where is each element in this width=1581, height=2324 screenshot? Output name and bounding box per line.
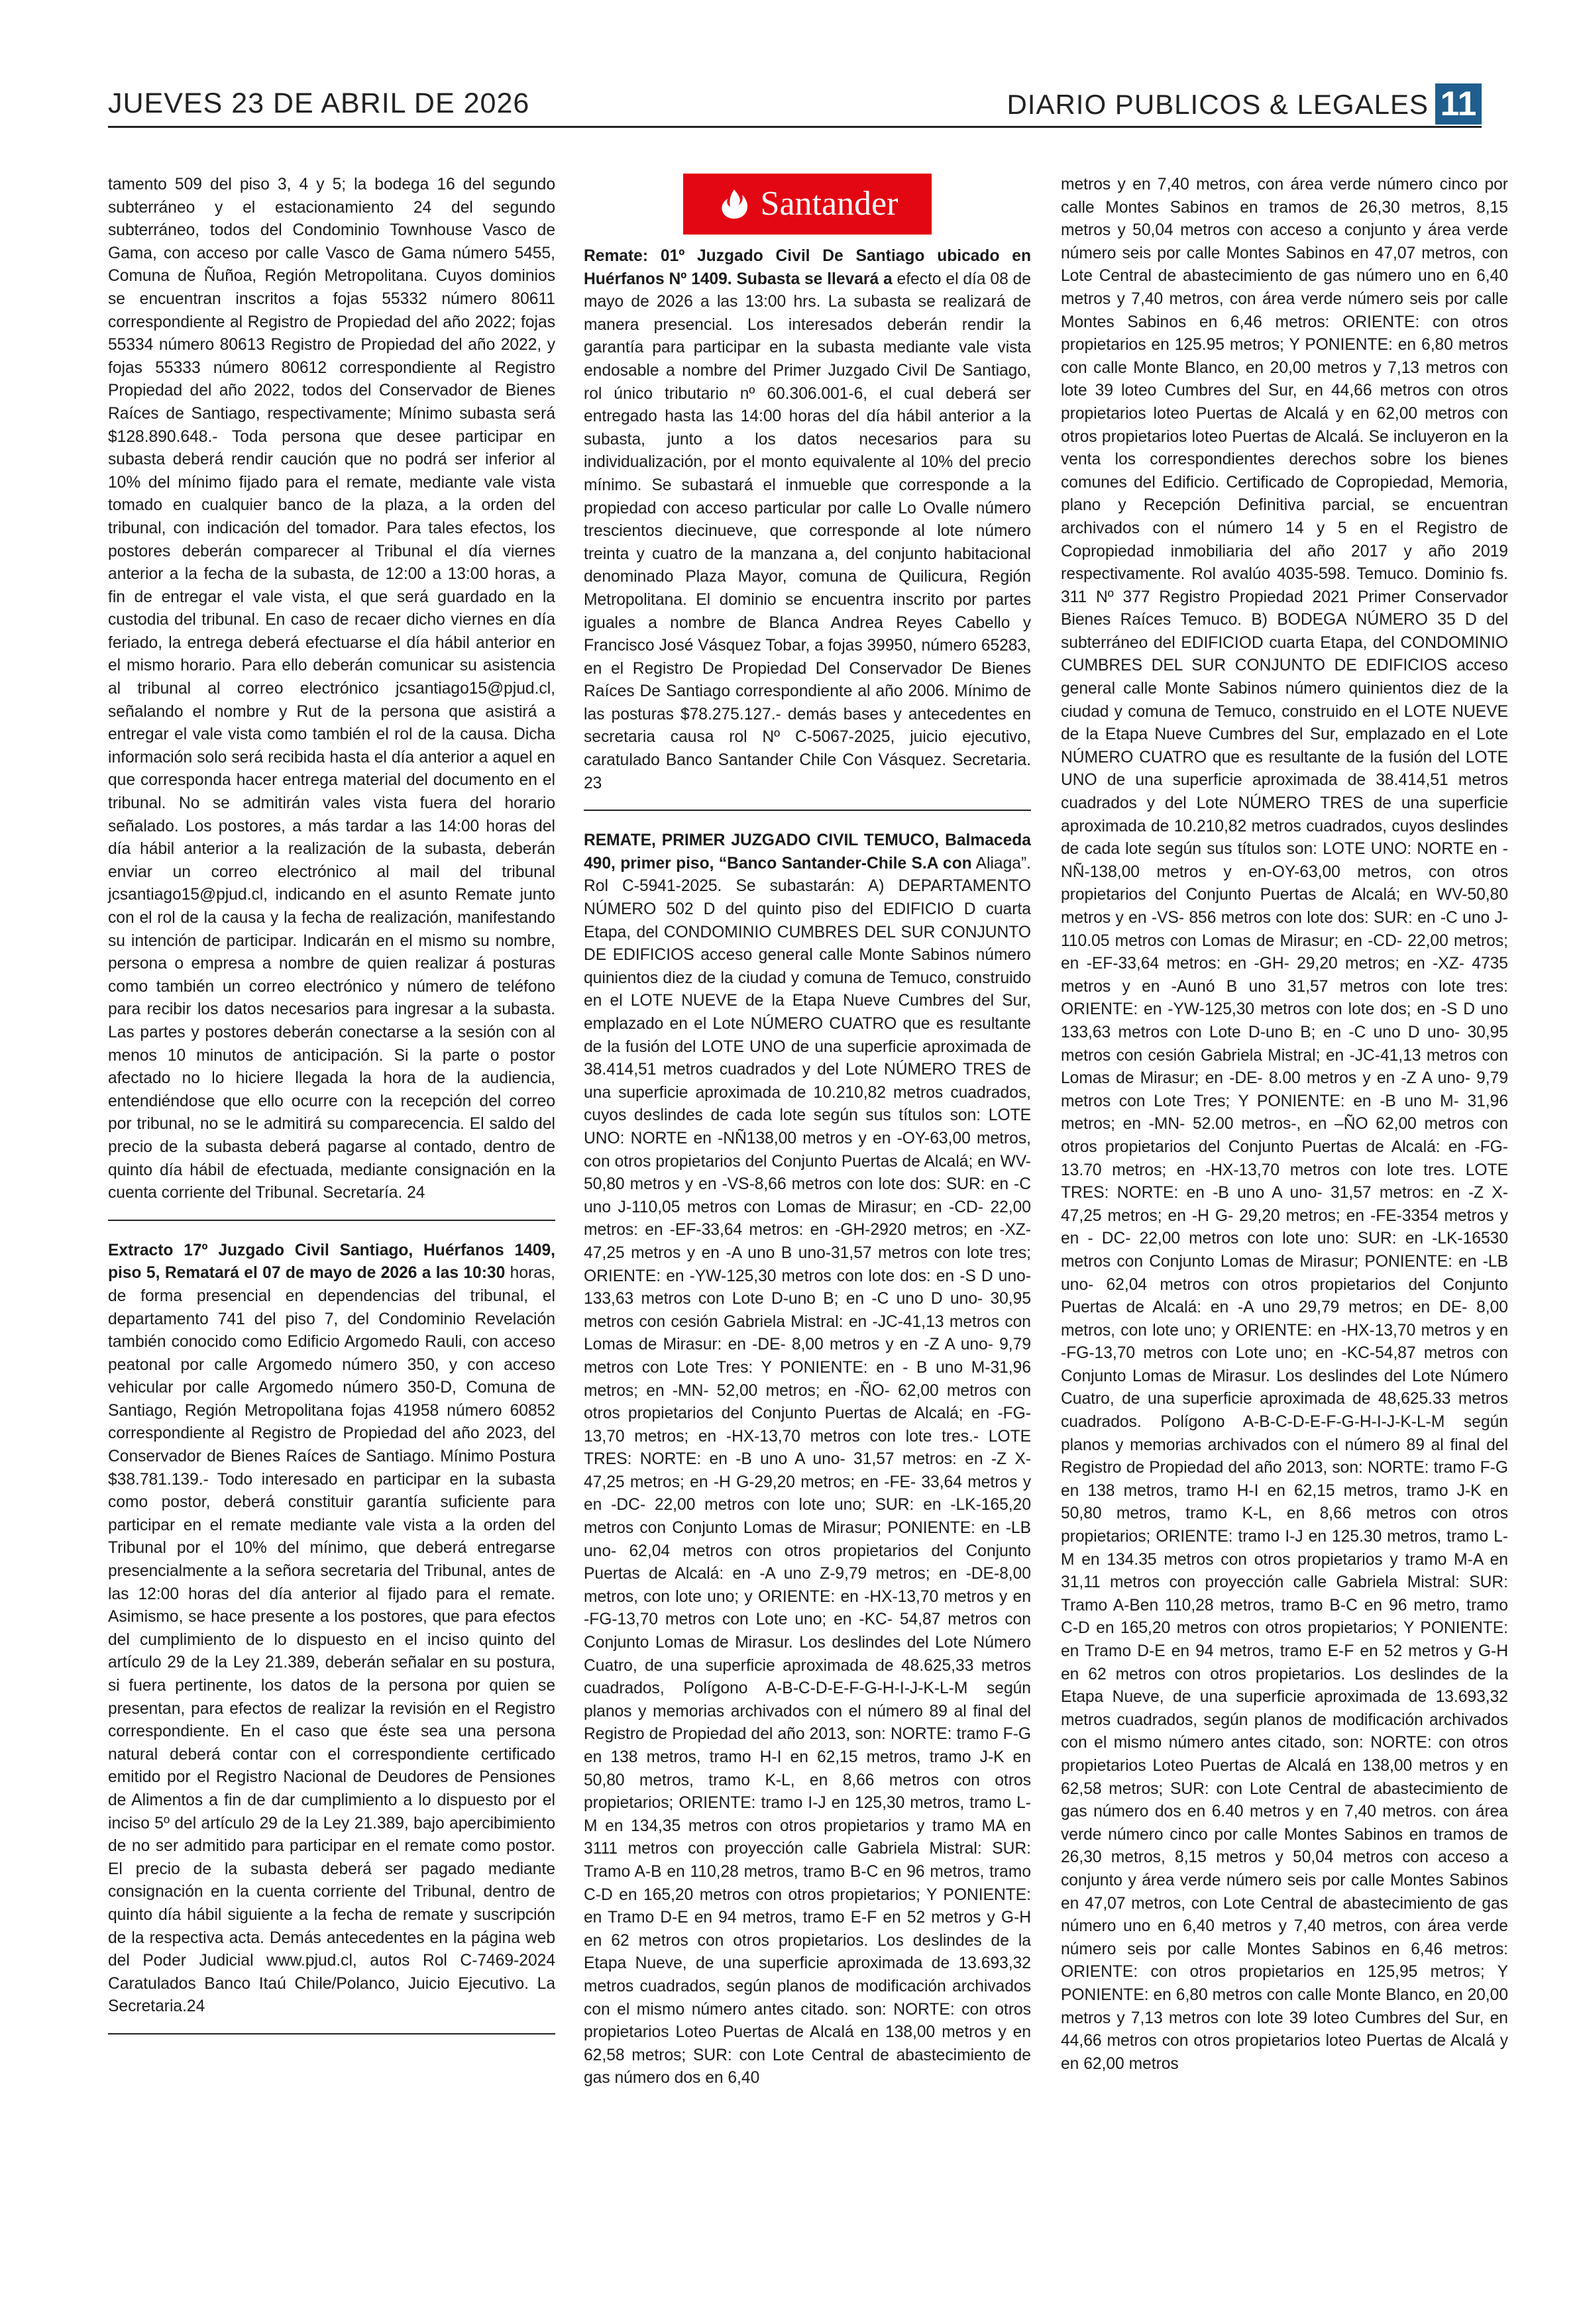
notice-divider (108, 1220, 555, 1221)
column-3 (1061, 174, 1508, 2076)
notice-heading: REMATE, PRIMER JUZGADO CIVIL TEMUCO, Balmaceda 490, primer piso, “Banco Santander-Chile S.A con (584, 831, 1031, 872)
notice-divider (108, 2033, 555, 2034)
santander-logo (683, 174, 932, 235)
notice-body: Aliaga”. Rol C-5941-2025. Se subastarán: A) DEPARTAMENTO NÚMERO 502 D del quinto piso del EDIFICIO D cuarta Etapa, del CONDOMINIO CUMBRES DEL SUR CONJUNTO DE EDIFICIOS acceso general calle Monte Sabinos número quinientos diez de la ciudad y comuna de Temuco, construido en el LOTE NUEVE de la Etapa Nueve Cumbres del Sur, emplazado en el Lote NÚMERO CUATRO que es resultante de la fusión del LOTE UNO de una superficie aproximada de 38.414,51 metros cuadrados y del Lote NÚMERO TRES de una superficie aproximada de 10.210,82 metros cuadrados, cuyos deslindes de cada lote según sus títulos son: LOTE UNO: NORTE en -NÑ138,00 metros y en -OY-63,00 metros, con otros propietarios del Conjunto Puertas de Alcalá; en WV-50,80 metros y en -VS-8,66 metros con lote dos: SUR: en -C uno J-110,05 metros con Lomas de Mirasur; en -CD- 22,00 metros: en -EF-33,64 metros: en -GH-2920 metros; en -XZ- 47,25 metros y en -A uno B uno-31,57 metros con lote tres; ORIENTE: en -YW-125,30 metros con lote dos: en -S D uno-133,63 metros con Lote D-uno B; en -C uno D uno- 30,95 metros con cesión Gabriela Mistral: en -JC-41,13 metros con Lomas de Mirasur: en -DE- 8,00 metros y en -Z A uno- 9,79 metros con Lote Tres: Y PONIENTE: en - B uno M-31,96 metros; en -MN- 52,00 metros; en -ÑO- 62,00 metros con otros propietarios del Conjunto Puertas de Alcalá; en -FG-13,70 metros; en -HX-13,70 metros con lote tres.- LOTE TRES: NORTE: en -B uno A uno- 31,57 metros: en -Z X- 47,25 metros; en -H G-29,20 metros; en -FE- 33,64 metros y en -DC- 22,00 metros con lote uno; SUR: en -LK-165,20 metros con Conjunto Lomas de Mirasur; PONIENTE: en -LB uno- 62,04 metros con otros propietarios del Conjunto Puertas de Alcalá: en -A uno Z-9,79 metros; en -DE-8,00 metros, con lote uno; y ORIENTE: en -HX-13,70 metros y en -FG-13,70 metros con Lote uno; en -KC- 54,87 metros con Conjunto Lomas de Mirasur. Los deslindes del Lote Número Cuatro, de una superficie aproximada de 48.625,33 metros cuadrados, Polígono A-B-C-D-E-F-G-H-I-J-K-L-M según planos y memorias archivados con el número 89 al final del Registro de Propiedad del año 2013, son: NORTE: tramo F-G en 138 metros, tramo H-I en 62,15 metros, tramo J-K en 50,80 metros, tramo K-L, en 8,66 metros con otros propietarios; ORIENTE: tramo I-J en 125,30 metros, tramo L-M en 134,35 metros con otros propietarios y tramo MA en 3111 metros con proyección calle Gabriela Mistral: SUR: Tramo A-B en 110,28 metros, tramo B-C en 96 metros, tramo C-D en 165,20 metros con otros propietarios; Y PONIENTE: en Tramo D-E en 94 metros, tramo E-F en 52 metros y G-H en 62 metros con otros propietarios. Los deslindes de la Etapa Nueve, de una superficie aproximada de 13.693,32 metros cuadrados, según planos de modificación archivados con el mismo número antes citado. son: NORTE: con otros propietarios Loteo Puertas de Alcalá en 138,00 metros y en 62,58 metros; SUR: con Lote Central de abastecimiento de gas número dos en 6,40 (584, 854, 1031, 2087)
notice-heading: Remate: 01º Juzgado Civil De Santiago ubicado en Huérfanos Nº 1409. Subasta se llevará a (584, 247, 1031, 288)
legal-notice-continued: tamento 509 del piso 3, 4 y 5; la bodega 16 del segundo subterráneo y el estacionamiento 24 del segundo subterráneo, todos del Condominio Townhouse Vasco de Gama, con acceso por calle Vasco de Gama número 5455, Comuna de Ñuñoa, Región Metropolitana. Cuyos dominios se encuentran inscritos a fojas 55332 número 80611 correspondiente al Registro de Propiedad del año 2022; fojas 55334 número 80613 Registro de Propiedad del año 2022, y fojas 55333 número 80612 correspondiente al Registro Propiedad del año 2022, todos del Conservador de Bienes Raíces de Santiago, respectivamente; Mínimo subasta será $128.890.648.- Toda persona que desee participar en subasta deberá rendir caución que no podrá ser inferior al 10% del mínimo fijado para el remate, mediante vale vista tomado en cualquier banco de la plaza, a la orden del tribunal, con indicación del tomador. Para tales efectos, los postores deberán comparecer al Tribunal el día viernes anterior a la fecha de la subasta, de 12:00 a 13:00 horas, a fin de entregar el vale vista, el que será guardado en la custodia del tribunal. En caso de recaer dicho viernes en día feriado, la entrega deberá efectuarse el día hábil anterior en el mismo horario. Para ello deberán comunicar su asistencia al tribunal al correo electrónico jcsantiago15@pjud.cl, señalando el nombre y Rut de la persona que asistirá a entregar el vale vista como también el rol de la causa. Dicha información solo será recibida hasta el día anterior a aquel en que corresponda hacer entrega material del documento en el tribunal. No se admitirán vales vista fuera del horario señalado. Los postores, a más tardar a las 14:00 horas del día hábil anterior a la realización de la subasta, deberán enviar un correo electrónico al mail del tribunal jcsantiago15@pjud.cl, indicando en el asunto Remate junto con el rol de la causa y la fecha de realización, manifestando su intención de participar. Indicarán en el mismo su nombre, persona o empresa a nombre de quien realizar á posturas como también un correo electrónico y número de teléfono para recibir los datos necesarios para ingresar a la subasta. Las partes y postores deberán conectarse a la sesión con al menos 10 minutos de anticipación. Si la parte o postor afectado no lo hiciere llegada la hora de la audiencia, entendiéndose que ello ocurre con la recepción del correo por tribunal, no se le admitirá su comparecencia. El saldo del precio de la subasta deberá pagarse al contado, dentro de quinto día hábil de efectuada, mediante consignación en la cuenta corriente del Tribunal. Secretaría. 24 (108, 176, 555, 1202)
logo-text: Santander (760, 184, 899, 223)
legal-notice (584, 829, 1031, 2090)
notice-heading: Extracto 17º Juzgado Civil Santiago, Huérfanos 1409, piso 5, Rematará el 07 de mayo de 2026 a las 10:30 (108, 1241, 555, 1283)
publication-title: DIARIO PUBLICOS & LEGALES (1007, 89, 1429, 120)
legal-notice (584, 245, 1031, 795)
column-1 (108, 174, 555, 2053)
column-2 (584, 174, 1031, 2090)
flame-icon (717, 187, 751, 221)
issue-date: JUEVES 23 DE ABRIL DE 2026 (108, 87, 530, 119)
legal-notice (108, 1240, 555, 2019)
notice-divider (584, 810, 1031, 811)
notice-body: horas, de forma presencial en dependencias del tribunal, el departamento 741 del piso 7, del Condominio Revelación también conocido como Edificio Argomedo Rauli, con acceso peatonal por calle Argomedo número 350, y con acceso vehicular por calle Argomedo número 350-D, Comuna de Santiago, Región Metropolitana fojas 41958 número 60852 correspondiente al Registro de Propiedad del año 2023, del Conservador de Bienes Raíces de Santiago. Mínimo Postura $38.781.139.- Todo interesado en participar en la subasta como postor, deberá constituir garantía suficiente para participar en el remate mediante vale vista a la orden del Tribunal por el 10% del mínimo, que deberá entregarse presencialmente a la señora secretaria del Tribunal, antes de las 12:00 horas del día anterior al fijado para el remate. Asimismo, se hace presente a los postores, que para efectos del cumplimiento de lo dispuesto en el inciso quinto del artículo 29 de la Ley 21.389, deberán señalar en su postura, si fuera pertinente, los datos de la persona por quien se presentan, para efectos de realizar la revisión en el Registro correspondiente. En el caso que éste sea una persona natural deberá contar con el correspondiente certificado emitido por el Registro Nacional de Deudores de Pensiones de Alimentos a fin de dar cumplimiento a lo dispuesto por el inciso 5º del artículo 29 de la Ley 21.389, bajo apercibimiento de no ser admitido para participar en el remate como postor. El precio de la subasta deberá ser pagado mediante consignación en la cuenta corriente del Tribunal, dentro de quinto día hábil siguiente a la fecha de remate y suscripción de la respectiva acta. Demás antecedentes en la página web del Poder Judicial www.pjud.cl, autos Rol C-7469-2024 Caratulados Banco Itaú Chile/Polanco, Juicio Ejecutivo. La Secretaria.24 (108, 1264, 556, 2016)
page-number: 11 (1435, 83, 1482, 125)
notice-body: efecto el día 08 de mayo de 2026 a las 13:00 hrs. La subasta se realizará de manera presencial. Los interesados deberán rendir la garantía para participar en la subasta mediante vale vista endosable a nombre del Primer Juzgado Civil De Santiago, rol único tributario nº 60.306.001-6, el cual deberá ser entregado hasta las 14:00 horas del día hábil anterior a la subasta, junto a los datos necesarios para su individualización, por el monto equivalente al 10% del precio mínimo. Se subastará el inmueble que corresponde a la propiedad con acceso particular por calle Lo Ovalle número trescientos diecinueve, que corresponde al lote número treinta y cuatro de la manzana a, del conjunto habitacional denominado Plaza Mayor, comuna de Quilicura, Región Metropolitana. El dominio se encuentra inscrito por partes iguales a nombre de Blanca Andrea Reyes Cabello y Francisco José Vásquez Tobar, a fojas 39950, número 65283, en el Registro De Propiedad Del Conservador De Bienes Raíces De Santiago correspondiente al año 2006. Mínimo de las posturas $78.275.127.- demás bases y antecedentes en secretaria causa rol Nº C-5067-2025, juicio ejecutivo, caratulado Banco Santander Chile Con Vásquez. Secretaria. 23 (584, 270, 1031, 792)
page-header (108, 85, 1482, 123)
legal-notice-continued: metros y en 7,40 metros, con área verde número cinco por calle Montes Sabinos en tramos de 26,30 metros, 8,15 metros y 50,04 metros con acceso a conjunto y área verde número seis por calle Montes Sabinos en 47,07 metros, con Lote Central de abastecimiento de gas número uno en 6,40 metros y 7,40 metros, con área verde número seis por calle Montes Sabinos en 6,46 metros: ORIENTE: con otros propietarios en 125.95 metros; Y PONIENTE: en 6,80 metros con calle Monte Blanco, en 20,00 metros y 7,13 metros con lote 39 loteo Cumbres del Sur, en 44,66 metros con otros propietarios loteo Puertas de Alcalá y en 62,00 metros con otros propietarios loteo Puertas de Alcalá. Se incluyeron en la venta los correspondientes derechos sobre los bienes comunes del Edificio. Certificado de Copropiedad, Memoria, plano y Recepción Definitiva parcial, se encuentran archivados con el número 14 y 5 en el Registro de Copropiedad inmobiliaria del año 2017 y año 2019 respectivamente. Rol avalúo 4035-598. Temuco. Dominio fs. 311 Nº 377 Registro Propiedad 2021 Primer Conservador Bienes Raíces Temuco. B) BODEGA NÚMERO 35 D del subterráneo del EDIFICIOD cuarta Etapa, del CONDOMINIO CUMBRES DEL SUR CONJUNTO DE EDIFICIOS acceso general calle Monte Sabinos número quinientos diez de la ciudad y comuna de Temuco, construido en el LOTE NUEVE de la Etapa Nueve Cumbres del Sur, emplazado en el Lote NÚMERO CUATRO que es resultante de la fusión del LOTE UNO de una superficie aproximada de 38.414,51 metros cuadrados y del Lote NÚMERO TRES de una superficie aproximada de 10.210,82 metros cuadrados, cuyos deslindes de cada lote según sus títulos son: LOTE UNO: NORTE en -NÑ-138,00 metros y en-OY-63,00 metros, con otros propietarios del Conjunto Puertas de Alcalá; en WV-50,80 metros y en -VS- 856 metros con lote dos: SUR: en -C uno J-110.05 metros con Lomas de Mirasur; en -CD- 22,00 metros; en -EF-33,64 metros: en -GH- 29,20 metros; en -XZ- 4735 metros y en -Aunó B uno 31,57 metros con lote tres: ORIENTE: en -YW-125,30 metros con lote dos; en -S D uno 133,63 metros con Lote D-uno B; en -C uno D uno- 30,95 metros con cesión Gabriela Mistral; en -JC-41,13 metros con Lomas de Mirasur; en -DE- 8.00 metros y en -Z A uno- 9,79 metros con Lote Tres; Y PONIENTE: en -B uno M- 31,96 metros; en -MN- 52.00 metros-, en –ÑO 62,00 metros con otros propietarios del Conjunto Puertas de Alcalá: en -FG-13.70 metros; en -HX-13,70 metros con lote tres. LOTE TRES: NORTE: en -B uno A uno- 31,57 metros: en -Z X- 47,25 metros; en -H G- 29,20 metros; en -FE-3354 metros y en - DC- 22,00 metros con lote uno: SUR: en -LK-16530 metros con Conjunto Lomas de Mirasur; PONIENTE: en -LB uno- 62,04 metros con otros propietarios del Conjunto Puertas de Alcalá: en -A uno 29,79 metros; en DE- 8,00 metros, con lote uno; y ORIENTE: en -HX-13,70 metros y en -FG-13,70 metros con Lote uno; en -KC-54,87 metros con Conjunto Lomas de Mirasur. Los deslindes del Lote Número Cuatro, de una superficie aproximada de 48,625.33 metros cuadrados. Polígono A-B-C-D-E-F-G-H-I-J-K-L-M según planos y memorias archivados con el número 89 al final del Registro de Propiedad del año 2013, son: NORTE: tramo F-G en 138 metros, tramo H-I en 62,15 metros, tramo J-K en 50,80 metros, tramo K-L, en 8,66 metros con otros propietarios; ORIENTE: tramo I-J en 125.30 metros, tramo L-M en 134.35 metros con otros propietarios y tramo M-A en 31,11 metros con proyección calle Gabriela Mistral: SUR: Tramo A-Ben 110,28 metros, tramo B-C en 96 metro, tramo C-D en 165,20 metros con otros propietarios; Y PONIENTE: en Tramo D-E en 94 metros, tramo E-F en 52 metros y G-H en 62 metros con otros propietarios. Los deslindes de la Etapa Nueve, de una superficie aproximada de 13.693,32 metros cuadrados, según planos de modificación archivados con el mismo número antes citado, son: NORTE: con otros propietarios Loteo Puertas de Alcalá en 138,00 metros y en 62,58 metros; SUR: con Lote Central de abastecimiento de gas número dos en 6.40 metros y en 7,40 metros. con área verde número cinco por calle Montes Sabinos en tramos de 26,30 metros, 8,15 metros y 50,04 metros con acceso a conjunto y área verde número seis por calle Montes Sabinos en 47,07 metros, con Lote Central de abastecimiento de gas número uno en 6,40 metros y 7,40 metros, con área verde número seis por calle Montes Sabinos en 6,46 metros: ORIENTE: con otros propietarios en 125,95 metros; Y PONIENTE: en 6,80 metros con calle Monte Blanco, en 20,00 metros y 7,13 metros con lote 39 loteo Cumbres del Sur, en 44,66 metros con otros propietarios loteo Puertas de Alcalá y en 62,00 metros (1061, 176, 1508, 2073)
header-divider (108, 126, 1482, 128)
